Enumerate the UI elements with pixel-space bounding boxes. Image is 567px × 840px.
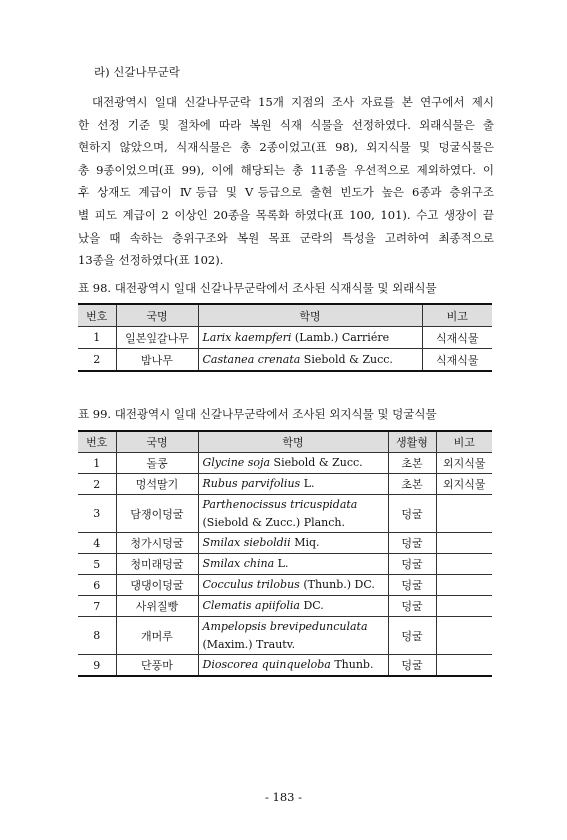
row-number: 2 [78, 474, 116, 495]
note-cell [436, 533, 492, 554]
paragraph-line: 현하지 않았으며, 식재식물은 총 2종이었고(표 98), 외지식물 및 덩굴식물은 [78, 140, 494, 155]
scientific-name [198, 453, 388, 474]
species-author: Thunb. [334, 658, 374, 671]
table-header-row [78, 304, 492, 327]
column-header: 학명 [198, 304, 422, 327]
row-number: 8 [78, 617, 116, 655]
species-binomial: Smilax china [202, 557, 275, 570]
column-header: 국명 [116, 304, 198, 327]
korean-name: 밤나무 [116, 349, 198, 372]
column-header: 비고 [436, 431, 492, 453]
life-form-cell: 초본 [388, 453, 436, 474]
korean-name: 댕댕이덩굴 [116, 575, 198, 596]
table-row [78, 554, 492, 575]
life-form-cell: 초본 [388, 474, 436, 495]
table-row [78, 575, 492, 596]
column-header: 비고 [422, 304, 492, 327]
column-header: 학명 [198, 431, 388, 453]
species-binomial: Clematis apiifolia [202, 599, 300, 612]
note-cell: 외지식물 [436, 453, 492, 474]
species-binomial: Dioscorea quinqueloba [202, 658, 331, 671]
table-header-row [78, 431, 492, 453]
paragraph-line: 별 피도 계급이 2 이상인 20종을 목록화 하였다(표 100, 101). 수고 생장이 끝 [78, 207, 494, 222]
species-author: (Thunb.) DC. [303, 578, 375, 591]
column-header: 번호 [78, 304, 116, 327]
note-cell [436, 617, 492, 655]
body-paragraph [78, 91, 494, 272]
row-number: 1 [78, 453, 116, 474]
scientific-name [198, 655, 388, 677]
scientific-name [198, 596, 388, 617]
species-binomial: Rubus parvifolius [202, 477, 301, 490]
note-cell [436, 575, 492, 596]
paragraph-line: 후 상재도 계급이 Ⅳ등급 및 Ⅴ등급으로 출현 빈도가 높은 6종과 층위구조 [78, 185, 494, 200]
row-number: 5 [78, 554, 116, 575]
life-form-cell: 덩굴 [388, 655, 436, 677]
species-author: L. [277, 557, 289, 570]
species-author: (Maxim.) Trautv. [202, 637, 296, 651]
species-binomial: Glycine soja [202, 456, 271, 469]
korean-name: 개머루 [116, 617, 198, 655]
scientific-name [198, 495, 388, 533]
korean-name: 멍석딸기 [116, 474, 198, 495]
korean-name: 사위질빵 [116, 596, 198, 617]
note-cell [436, 596, 492, 617]
scientific-name [198, 349, 422, 372]
table-row [78, 596, 492, 617]
life-form-cell: 덩굴 [388, 533, 436, 554]
scientific-name [198, 327, 422, 349]
table-row [78, 349, 492, 372]
species-author: (Lamb.) Carriére [294, 330, 390, 344]
table-row [78, 327, 492, 349]
species-binomial: Parthenocissus tricuspidata [202, 497, 358, 511]
korean-name: 청미래덩굴 [116, 554, 198, 575]
species-author: (Siebold & Zucc.) Planch. [202, 515, 346, 529]
row-number: 9 [78, 655, 116, 677]
paragraph-line: 한 선정 기준 및 절차에 따라 복원 식재 식물을 선정하였다. 외래식물은 출 [78, 117, 494, 132]
note-cell: 외지식물 [436, 474, 492, 495]
page-number: - 183 - [264, 790, 303, 804]
scientific-name [198, 554, 388, 575]
paragraph-line: 13종을 선정하였다(표 102). [78, 253, 224, 268]
korean-name: 단풍마 [116, 655, 198, 677]
note-cell [436, 554, 492, 575]
table-row [78, 655, 492, 677]
species-binomial: Smilax sieboldii [202, 536, 291, 549]
species-author: Siebold & Zucc. [303, 352, 393, 366]
species-binomial: Castanea crenata [202, 352, 301, 366]
scientific-name [198, 575, 388, 596]
row-number: 1 [78, 327, 116, 349]
scientific-name [198, 533, 388, 554]
section-heading: 라) 신갈나무군락 [94, 65, 180, 79]
life-form-cell: 덩굴 [388, 495, 436, 533]
row-number: 2 [78, 349, 116, 372]
table-row [78, 453, 492, 474]
scientific-name [198, 474, 388, 495]
table-row [78, 533, 492, 554]
life-form-cell: 덩굴 [388, 554, 436, 575]
korean-name: 일본잎갈나무 [116, 327, 198, 349]
note-cell: 식재식물 [422, 349, 492, 372]
column-header: 생활형 [388, 431, 436, 453]
table-row [78, 495, 492, 533]
table-row [78, 617, 492, 655]
paragraph-line: 대전광역시 일대 신갈나무군락 15개 지점의 조사 자료를 본 연구에서 제시 [92, 95, 494, 109]
row-number: 6 [78, 575, 116, 596]
table-98-caption: 표 98. 대전광역시 일대 신갈나무군락에서 조사된 식재식물 및 외래식물 [78, 281, 437, 295]
korean-name: 돌콩 [116, 453, 198, 474]
species-author: Siebold & Zucc. [273, 456, 363, 469]
life-form-cell: 덩굴 [388, 596, 436, 617]
row-number: 7 [78, 596, 116, 617]
korean-name: 청가시덩굴 [116, 533, 198, 554]
paragraph-line: 났을 때 속하는 층위구조와 복원 목표 군락의 특성을 고려하여 최종적으로 [78, 230, 494, 245]
species-binomial: Larix kaempferi [202, 330, 292, 344]
row-number: 4 [78, 533, 116, 554]
species-binomial: Cocculus trilobus [202, 578, 300, 591]
column-header: 국명 [116, 431, 198, 453]
paragraph-line: 총 9종이었으며(표 99), 이에 해당되는 총 11종을 우선적으로 제외하였다. 이 [78, 162, 494, 177]
korean-name: 담쟁이덩굴 [116, 495, 198, 533]
table-98 [78, 303, 492, 372]
table-99 [78, 430, 492, 677]
scientific-name [198, 617, 388, 655]
note-cell: 식재식물 [422, 327, 492, 349]
species-author: Miq. [294, 536, 320, 549]
table-99-caption: 표 99. 대전광역시 일대 신갈나무군락에서 조사된 외지식물 및 덩굴식물 [78, 407, 437, 421]
species-author: L. [303, 477, 315, 490]
row-number: 3 [78, 495, 116, 533]
species-binomial: Ampelopsis brevipedunculata [202, 619, 368, 633]
life-form-cell: 덩굴 [388, 617, 436, 655]
note-cell [436, 495, 492, 533]
species-author: DC. [303, 599, 324, 612]
note-cell [436, 655, 492, 677]
table-row [78, 474, 492, 495]
column-header: 번호 [78, 431, 116, 453]
life-form-cell: 덩굴 [388, 575, 436, 596]
